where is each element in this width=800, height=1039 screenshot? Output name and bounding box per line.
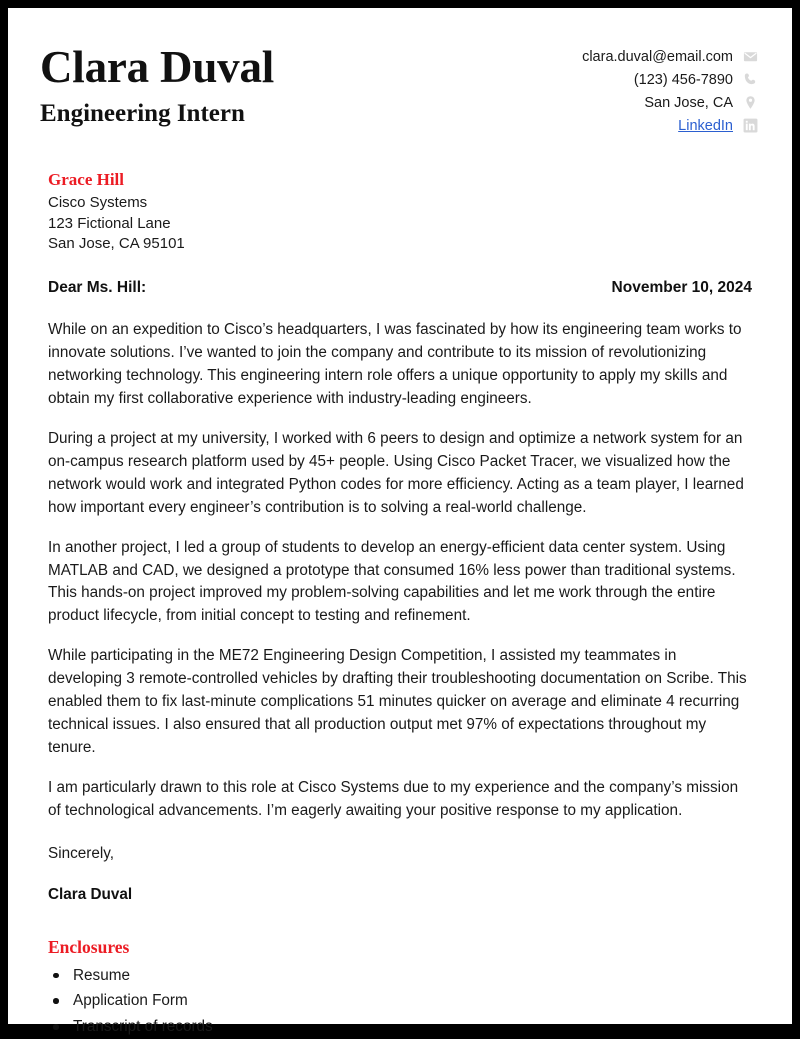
envelope-icon (743, 49, 758, 64)
contact-row-email (582, 46, 758, 67)
letter-paragraph: While participating in the ME72 Engineering Design Competition, I assisted my teammates in developing 3 remote-controlled vehicles by drafting their troubleshooting documentation on Scribe. This enabled them to fix last-minute complications 51 minutes quicker on average and eliminate 4 recurring technical issues. I also ensured that all production output met 97% of expectations throughout my tenure. (48, 647, 747, 757)
linkedin-link[interactable]: LinkedIn (678, 117, 733, 134)
letter-paragraph: During a project at my university, I worked with 6 peers to design and optimize a network system for an on-campus research platform used by 45+ people. Using Cisco Packet Tracer, we visualized how the network would work and integrated Python codes for more efficiency. Acting as a team player, I learned how important every engineer’s contribution is to solving a real-world challenge. (48, 429, 744, 516)
list-item: Resume (48, 964, 758, 988)
letter-date: November 10, 2024 (611, 279, 752, 297)
identity-block (40, 38, 274, 129)
letter-header (40, 38, 758, 136)
email-text: clara.duval@email.com (582, 48, 733, 65)
contact-row-linkedin[interactable] (678, 115, 758, 136)
enclosures-heading: Enclosures (48, 936, 130, 957)
salutation-row (40, 279, 758, 297)
contact-row-phone (634, 69, 758, 90)
recipient-name: Grace Hill (48, 170, 125, 189)
list-item: Application Form (48, 989, 758, 1013)
cover-letter-page (8, 8, 792, 1036)
closing-text: Sincerely, (48, 844, 115, 862)
enclosures-section (40, 937, 758, 1039)
letter-paragraph: I am particularly drawn to this role at Cisco Systems due to my experience and the company’s mission of technological advancements. I’m eagerly awaiting your positive response to my application. (48, 779, 739, 819)
recipient-company: Cisco Systems (48, 194, 148, 211)
letter-paragraph: While on an expedition to Cisco’s headquarters, I was fascinated by how its engineering team works to innovate solutions. I’ve wanted to join the company and contribute to its mission of revolutionizing networking technology. This engineering intern role offers a unique opportunity to apply my skills and obtain my first collaborative experience with industry-leading engineers. (48, 321, 742, 407)
phone-text: (123) 456-7890 (633, 71, 733, 88)
linkedin-icon[interactable] (743, 118, 758, 133)
map-pin-icon (743, 95, 758, 110)
page-title: Clara Duval (40, 42, 275, 92)
letter-body (40, 319, 758, 907)
enclosure-list (48, 964, 758, 1039)
location-text: San Jose, CA (644, 94, 733, 111)
salutation: Dear Ms. Hill: (48, 279, 147, 297)
contact-row-location (644, 92, 758, 113)
phone-icon (743, 72, 758, 87)
signature-name: Clara Duval (48, 885, 133, 903)
contact-details (582, 38, 758, 136)
letter-paragraph: In another project, I led a group of students to develop an energy-efficient data center system. Using MATLAB and CAD, we designed a prototype that consumed 16% less power than traditional systems. This hands-on project improved my problem-solving capabilities and let me work through the entire product lifecycle, from initial concept to testing and refinement. (48, 538, 736, 625)
job-title: Engineering Intern (40, 99, 245, 127)
recipient-street: 123 Fictional Lane (48, 214, 171, 232)
recipient-city-state-zip: San Jose, CA 95101 (48, 235, 185, 253)
recipient-block (40, 170, 758, 255)
list-item: Transcript of records (48, 1015, 758, 1039)
